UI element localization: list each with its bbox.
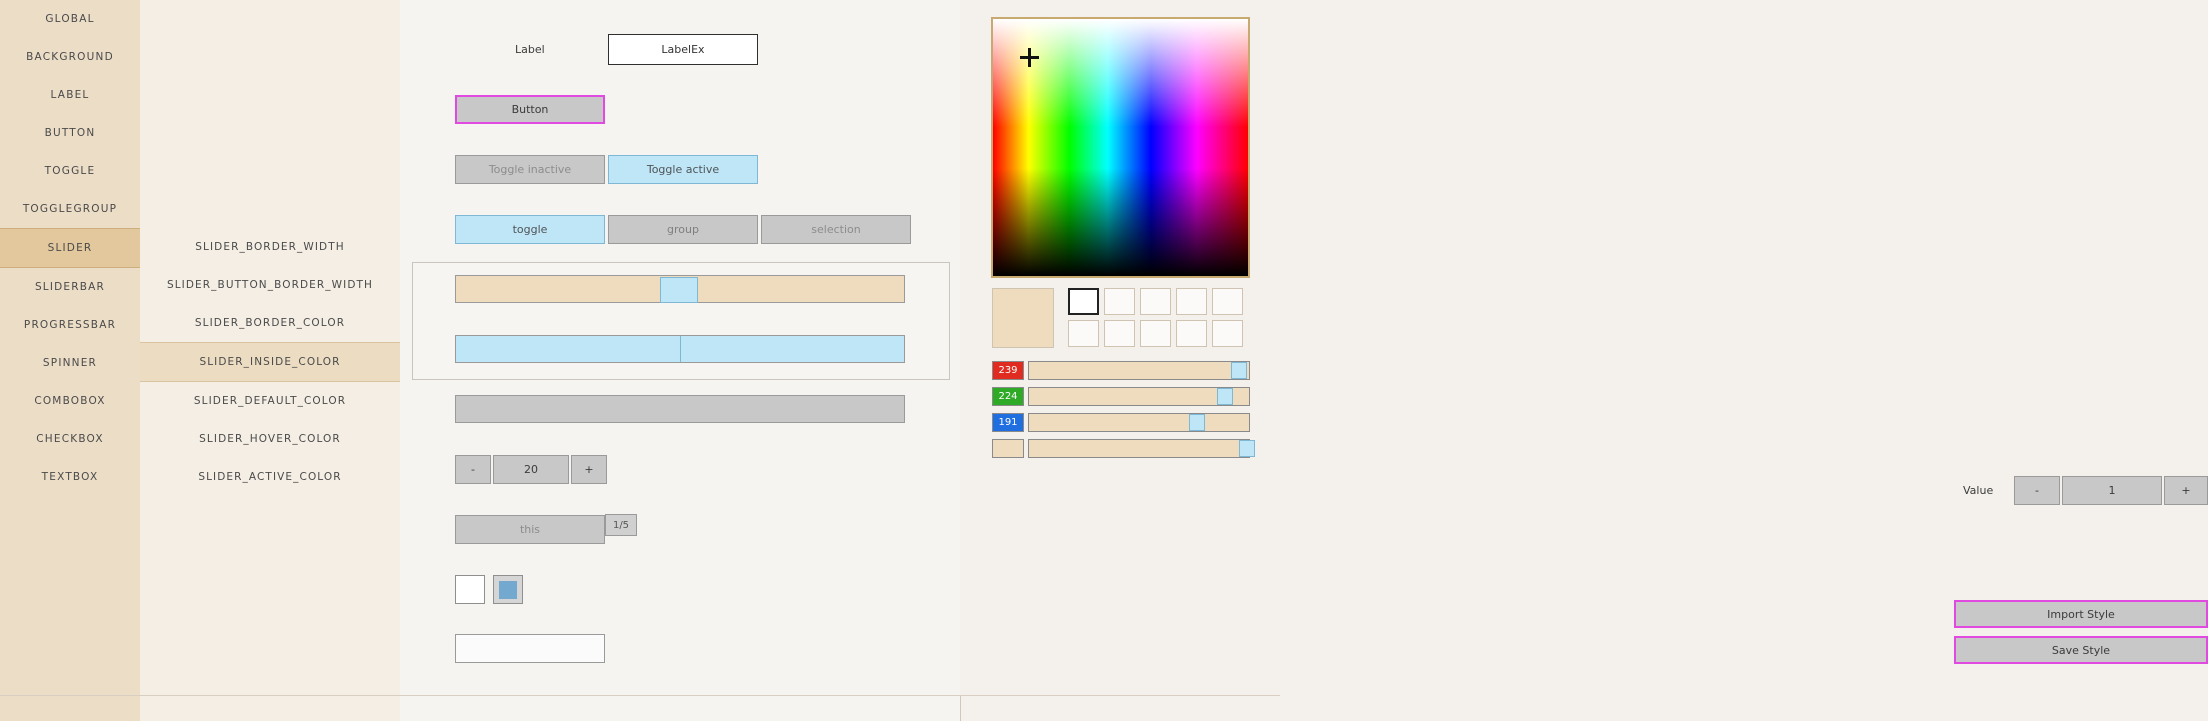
spinner-value[interactable]: 20 <box>493 455 569 484</box>
toggle-inactive[interactable]: Toggle inactive <box>455 155 605 184</box>
category-item-textbox[interactable]: TEXTBOX <box>41 471 99 483</box>
bottom-strip-preview <box>400 696 961 721</box>
blue-value-box: 191 <box>992 413 1024 432</box>
textbox-control[interactable] <box>455 634 605 663</box>
channel-row-red <box>960 361 1280 381</box>
channel-row-green <box>960 387 1280 407</box>
green-value-box: 224 <box>992 387 1024 406</box>
alpha-value-box <box>992 439 1024 458</box>
property-item-slider-border-color[interactable]: SLIDER_BORDER_COLOR <box>194 317 346 329</box>
palette-swatch-5[interactable] <box>1212 288 1243 315</box>
property-item-slider-inside-color[interactable]: SLIDER_INSIDE_COLOR <box>140 342 400 382</box>
toggle-active[interactable]: Toggle active <box>608 155 758 184</box>
palette-swatch-10[interactable] <box>1212 320 1243 347</box>
property-item-slider-active-color[interactable]: SLIDER_ACTIVE_COLOR <box>198 471 342 483</box>
category-item-spinner[interactable]: SPINNER <box>42 357 98 369</box>
togglegroup-item-group[interactable]: group <box>608 215 758 244</box>
palette-swatch-2[interactable] <box>1104 288 1135 315</box>
spinner-increment-button[interactable]: + <box>571 455 607 484</box>
color-panel <box>960 0 2191 695</box>
category-item-button[interactable]: BUTTON <box>44 127 96 139</box>
palette-swatch-7[interactable] <box>1104 320 1135 347</box>
save-style-button[interactable]: Save Style <box>1954 636 2208 664</box>
palette-swatch-9[interactable] <box>1176 320 1207 347</box>
blue-slider-knob[interactable] <box>1189 414 1205 431</box>
spinner-decrement-button[interactable]: - <box>455 455 491 484</box>
current-color-swatch[interactable] <box>992 288 1054 348</box>
red-slider-knob[interactable] <box>1231 362 1247 379</box>
category-item-global[interactable]: GLOBAL <box>45 13 95 25</box>
red-value-box: 239 <box>992 361 1024 380</box>
combobox-count-badge[interactable]: 1/5 <box>605 514 637 536</box>
import-style-button[interactable]: Import Style <box>1954 600 2208 628</box>
value-decrement-button[interactable]: - <box>2014 476 2060 505</box>
property-item-slider-hover-color[interactable]: SLIDER_HOVER_COLOR <box>199 433 341 445</box>
red-slider[interactable] <box>1028 361 1250 380</box>
checkbox-check-mark <box>499 581 517 599</box>
category-item-combobox[interactable]: COMBOBOX <box>34 395 106 407</box>
property-item-slider-border-width[interactable]: SLIDER_BORDER_WIDTH <box>195 241 345 253</box>
category-item-toggle[interactable]: TOGGLE <box>44 165 96 177</box>
value-caption: Value <box>1963 484 1994 497</box>
palette-swatch-3[interactable] <box>1140 288 1171 315</box>
preview-panel <box>400 0 961 695</box>
green-slider[interactable] <box>1028 387 1250 406</box>
blue-slider[interactable] <box>1028 413 1250 432</box>
slider-control[interactable] <box>455 275 905 303</box>
palette-swatch-8[interactable] <box>1140 320 1171 347</box>
palette-swatch-1[interactable] <box>1068 288 1099 315</box>
alpha-slider[interactable] <box>1028 439 1250 458</box>
togglegroup-item-toggle[interactable]: toggle <box>455 215 605 244</box>
palette-swatch-6[interactable] <box>1068 320 1099 347</box>
category-item-background[interactable]: BACKGROUND <box>26 51 114 63</box>
property-list <box>140 0 401 695</box>
bottom-strip-categories <box>0 696 140 721</box>
slider-knob[interactable] <box>660 277 698 303</box>
channel-row-blue <box>960 413 1280 433</box>
combobox-control[interactable]: this <box>455 515 605 544</box>
checkbox-checked[interactable] <box>493 575 523 604</box>
togglegroup-item-selection[interactable]: selection <box>761 215 911 244</box>
category-item-label[interactable]: LABEL <box>50 89 90 101</box>
crosshair-cursor-icon <box>1020 48 1039 67</box>
sliderbar-control[interactable] <box>455 335 905 363</box>
palette-swatches <box>1068 288 1252 348</box>
label-caption: Label <box>515 43 545 56</box>
category-list <box>0 0 141 695</box>
category-item-progressbar[interactable]: PROGRESSBAR <box>23 319 117 331</box>
label-textbox[interactable]: LabelEx <box>608 34 758 65</box>
sliderbar-track <box>681 336 904 362</box>
color-picker-field[interactable] <box>991 17 1250 278</box>
palette-swatch-4[interactable] <box>1176 288 1207 315</box>
bottom-strip <box>0 695 1280 721</box>
progressbar-control <box>455 395 905 423</box>
property-item-slider-button-border-width[interactable]: SLIDER_BUTTON_BORDER_WIDTH <box>166 279 374 291</box>
category-item-checkbox[interactable]: CHECKBOX <box>36 433 104 445</box>
value-increment-button[interactable]: + <box>2164 476 2208 505</box>
category-item-togglegroup[interactable]: TOGGLEGROUP <box>22 203 118 215</box>
bottom-strip-properties <box>140 696 401 721</box>
category-item-slider[interactable]: SLIDER <box>0 228 140 268</box>
checkbox-unchecked[interactable] <box>455 575 485 604</box>
sliderbar-fill <box>456 336 681 362</box>
alpha-slider-knob[interactable] <box>1239 440 1255 457</box>
channel-row-alpha <box>960 439 1280 459</box>
green-slider-knob[interactable] <box>1217 388 1233 405</box>
preview-button[interactable]: Button <box>455 95 605 124</box>
category-item-sliderbar[interactable]: SLIDERBAR <box>34 281 106 293</box>
property-item-slider-default-color[interactable]: SLIDER_DEFAULT_COLOR <box>193 395 347 407</box>
value-field[interactable]: 1 <box>2062 476 2162 505</box>
